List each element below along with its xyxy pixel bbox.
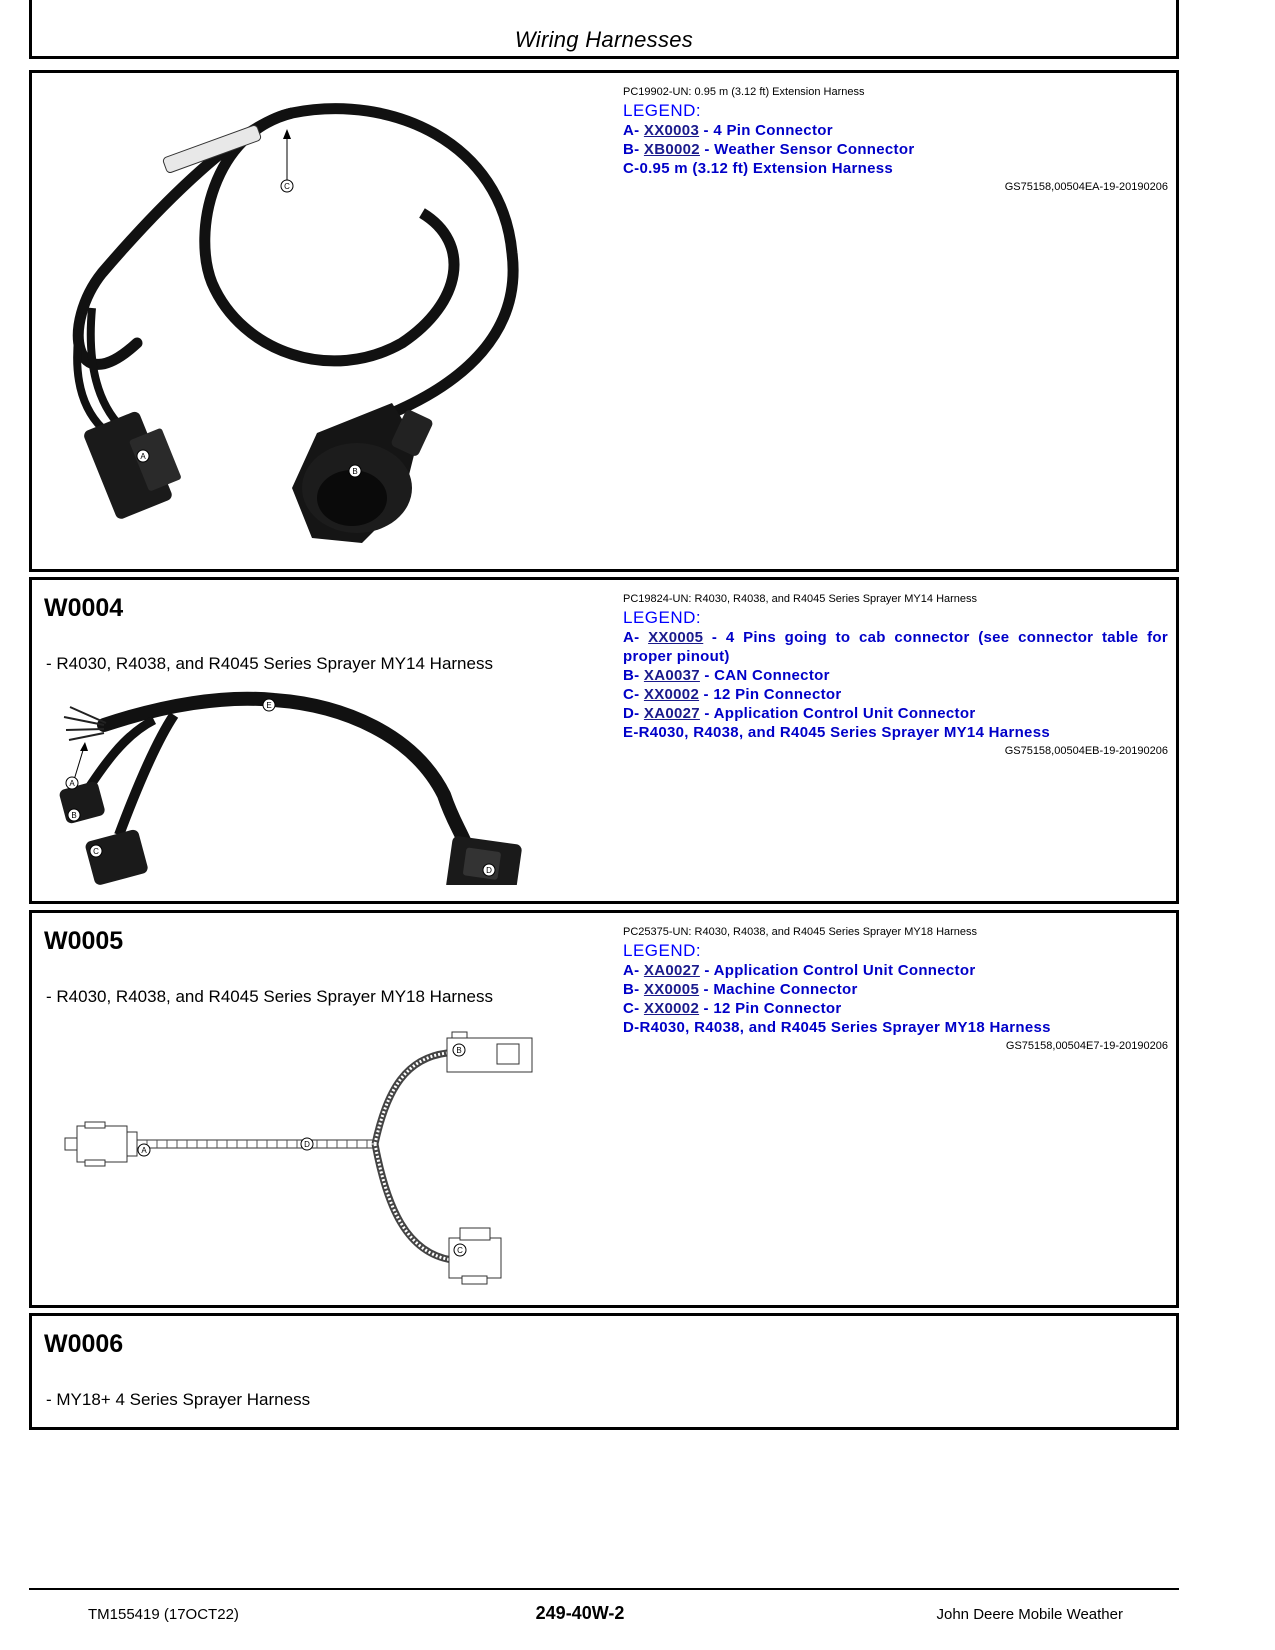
callout-a: A: [140, 452, 146, 461]
legend-item: B- XB0002 - Weather Sensor Connector: [623, 141, 915, 158]
callout-a: A: [141, 1146, 147, 1155]
legend-title: LEGEND:: [623, 941, 702, 960]
figure-id: PC19824-UN: R4030, R4038, and R4045 Series Sprayer MY14 Harness: [623, 593, 978, 605]
reference-code: GS75158,00504EA-19-20190206: [1004, 181, 1168, 193]
harness-description: - R4030, R4038, and R4045 Series Sprayer MY14 Harness: [46, 654, 493, 673]
legend-item: A- XX0003 - 4 Pin Connector: [623, 122, 833, 139]
connector-link[interactable]: XA0027: [643, 962, 700, 979]
footer-page-number: 249-40W-2: [535, 1603, 625, 1623]
harness-code: W0006: [44, 1330, 124, 1358]
section-w0006: [29, 1313, 1179, 1430]
legend-item: A- XA0027 - Application Control Unit Connector: [623, 962, 976, 979]
section-w0004: [29, 577, 1179, 904]
callout-b: B: [456, 1046, 462, 1055]
connector-link[interactable]: XA0027: [643, 705, 700, 722]
legend-block: [623, 593, 1168, 757]
callout-c: C: [457, 1246, 463, 1255]
legend-item: E-R4030, R4038, and R4045 Series Sprayer MY14 Harness: [623, 724, 1050, 741]
section-w0005: [29, 910, 1179, 1308]
legend-block: [623, 86, 1168, 193]
legend-title: LEGEND:: [623, 608, 702, 627]
legend-item: D-R4030, R4038, and R4045 Series Sprayer MY18 Harness: [623, 1019, 1051, 1036]
page-title: Wiring Harnesses: [514, 27, 694, 52]
legend-item: A- XX0005 - 4 Pins going to cab connector (see connector table for proper pinout): [623, 629, 1168, 665]
callout-c: C: [93, 847, 99, 856]
footer-brand: John Deere Mobile Weather: [936, 1606, 1123, 1623]
harness-code: W0004: [44, 594, 124, 622]
connector-link[interactable]: XX0002: [643, 1000, 700, 1017]
legend-item: C- XX0002 - 12 Pin Connector: [623, 1000, 842, 1017]
legend-list: [623, 628, 1168, 742]
connector-link[interactable]: XB0002: [643, 141, 700, 158]
callout-d: D: [304, 1140, 310, 1149]
callout-e: E: [266, 701, 272, 710]
w0005-harness-figure: [57, 1028, 547, 1298]
legend-item: B- XX0005 - Machine Connector: [623, 981, 858, 998]
legend-item: C- XX0002 - 12 Pin Connector: [623, 686, 842, 703]
section-extension-harness: [29, 70, 1179, 572]
connector-link[interactable]: XX0005: [648, 629, 704, 646]
callout-c: C: [284, 182, 290, 191]
connector-link[interactable]: XX0002: [643, 686, 700, 703]
connector-link[interactable]: XA0037: [643, 667, 700, 684]
footer-divider: [29, 1588, 1179, 1590]
footer-document-id: TM155419 (17OCT22): [88, 1606, 239, 1623]
callout-b: B: [352, 467, 358, 476]
legend-list: [623, 961, 1168, 1037]
callout-b: B: [71, 811, 77, 820]
figure-id: PC19902-UN: 0.95 m (3.12 ft) Extension Harness: [623, 86, 865, 98]
legend-item: C-0.95 m (3.12 ft) Extension Harness: [623, 160, 894, 177]
harness-description: - R4030, R4038, and R4045 Series Sprayer MY18 Harness: [46, 987, 493, 1006]
harness-code: W0005: [44, 927, 124, 955]
extension-harness-figure: [42, 83, 562, 563]
reference-code: GS75158,00504E7-19-20190206: [1005, 1040, 1168, 1052]
legend-list: [623, 121, 1168, 178]
legend-item: D- XA0027 - Application Control Unit Connector: [623, 705, 976, 722]
w0004-harness-figure: [44, 685, 544, 885]
callout-a: A: [69, 779, 75, 788]
reference-code: GS75158,00504EB-19-20190206: [1004, 745, 1168, 757]
legend-item: B- XA0037 - CAN Connector: [623, 667, 830, 684]
harness-description: - MY18+ 4 Series Sprayer Harness: [46, 1390, 311, 1409]
legend-block: [623, 926, 1168, 1052]
legend-title: LEGEND:: [623, 101, 702, 120]
callout-d: D: [486, 866, 492, 875]
figure-id: PC25375-UN: R4030, R4038, and R4045 Series Sprayer MY18 Harness: [623, 926, 978, 938]
header-box: [29, 0, 1179, 59]
connector-link[interactable]: XX0005: [643, 981, 700, 998]
connector-link[interactable]: XX0003: [643, 122, 700, 139]
